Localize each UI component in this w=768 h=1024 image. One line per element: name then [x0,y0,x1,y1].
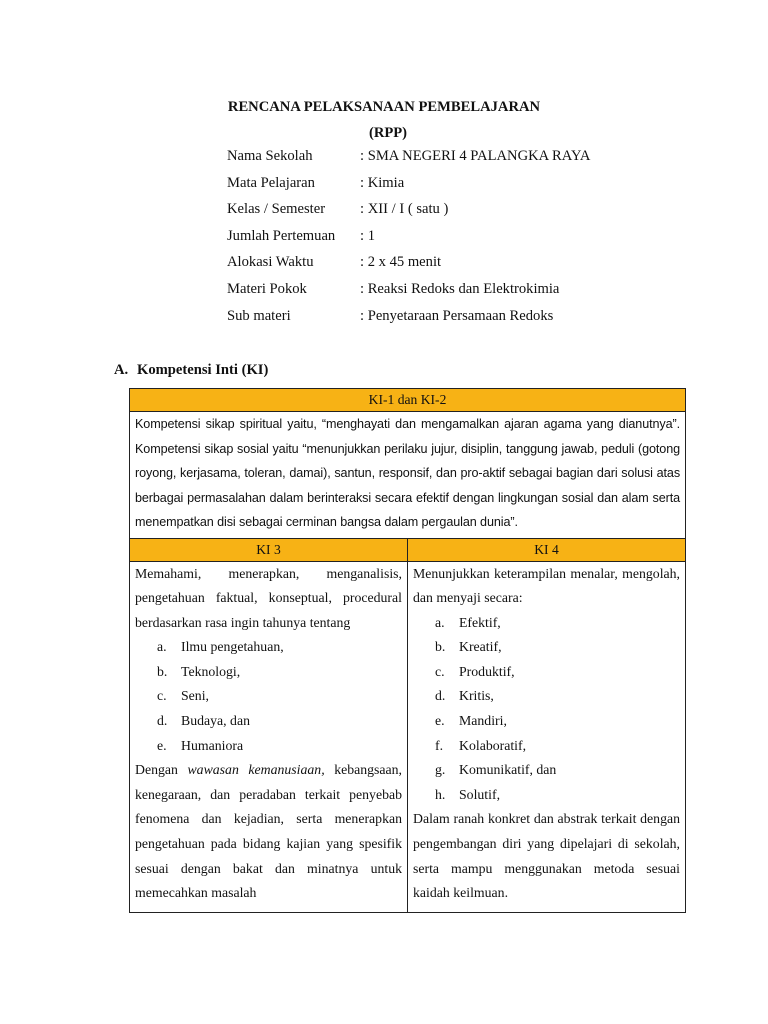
list-text: Mandiri, [459,713,507,729]
list-text: Seni, [181,688,209,704]
list-marker: e. [157,737,167,753]
document-title [0,94,768,146]
identity-key: Nama Sekolah [227,148,313,164]
identity-row [227,276,590,303]
identity-row [227,249,590,276]
identity-key: Jumlah Pertemuan [227,227,336,244]
identity-key: Kelas / Semester [227,201,326,218]
list-text: Solutif, [459,786,501,802]
list-item [157,660,402,685]
list-text: Efektif, [459,614,501,630]
identity-value: : Penyetaraan Persamaan Redoks [360,307,554,324]
list-item [435,611,680,636]
list-item [435,734,680,759]
identity-value: : 1 [360,227,375,244]
list-text: Teknologi, [181,663,241,679]
section-title: Kompetensi Inti (KI) [137,362,269,378]
list-item [435,709,680,734]
ki12-text: Kompetensi sikap spiritual yaitu, “menghayati dan mengamalkan ajaran agama yang dianutnya”. Kompetensi sikap sosial yaitu “menunjukkan perilaku jujur, disiplin, tanggung jawab, peduli (gotong royong, kerjasama, toleran, damai), santun, responsif, dan pro-aktif sebagai bagian dari solusi atas berbagai permasalahan dalam berinteraksi secara efektif dengan lingkungan sosial dan alam serta menempatkan disi sebagai cerminan bangsa dalam pergaulan dunia”. [135,417,681,529]
identity-key: Alokasi Waktu [227,254,314,271]
list-marker: h. [435,786,446,802]
list-text: Kolaboratif, [459,737,527,753]
identity-key: Mata Pelajaran [227,174,315,191]
identity-key: Sub materi [227,307,291,324]
ki3-outro-emphasis: wawasan kemanusiaan, [187,762,325,778]
list-item [435,783,680,808]
ki3-list [135,635,402,758]
identity-row [227,196,590,223]
title-main: RENCANA PELAKSANAAN PEMBELAJARAN [227,99,541,115]
list-marker: g. [435,762,446,778]
identity-value: : 2 x 45 menit [360,254,442,271]
list-text: Produktif, [459,663,515,679]
list-item [157,734,402,759]
list-marker: a. [435,614,445,630]
identity-row [227,223,590,250]
list-item [435,660,680,685]
list-item [435,635,680,660]
list-item [435,684,680,709]
identity-value: : XII / I ( satu ) [360,201,449,218]
list-item [157,635,402,660]
list-marker: f. [435,737,444,753]
section-heading [114,360,268,380]
list-marker: b. [157,663,168,679]
ki4-list [413,611,680,808]
list-item [435,758,680,783]
ki3-outro-rest: kebangsaan, kenegaraan, dan peradaban terkait penyebab fenomena dan kejadian, serta menerapkan pengetahuan pada bidang kajian yang spesifik sesuai dengan bakat dan minatnya untuk memecahkan masalah [135,762,402,901]
list-marker: c. [435,663,445,679]
identity-value: : Kimia [360,174,405,191]
list-text: Komunikatif, dan [459,762,557,778]
ki12-header: KI-1 dan KI-2 [130,389,686,412]
section-number: A. [114,362,129,378]
ki3-outro-lead: Dengan [135,762,188,778]
identity-table [227,143,590,329]
ki-table [129,388,686,913]
list-marker: d. [435,688,446,704]
identity-value: : Reaksi Redoks dan Elektrokimia [360,280,560,297]
list-text: Kreatif, [459,639,502,655]
identity-key: Materi Pokok [227,280,307,297]
ki3-header: KI 3 [130,538,408,561]
list-text: Ilmu pengetahuan, [181,639,284,655]
title-sub: (RPP) [368,125,408,141]
ki4-intro: Menunjukkan keterampilan menalar, mengolah, dan menyaji secara: [413,565,681,606]
ki3-intro: Memahami, menerapkan, menganalisis, pengetahuan faktual, konseptual, procedural berdasarkan rasa ingin tahunya tentang [135,565,402,630]
identity-value: : SMA NEGERI 4 PALANGKA RAYA [360,148,591,164]
list-item [157,684,402,709]
list-text: Budaya, dan [181,713,250,729]
ki4-outro: Dalam ranah konkret dan abstrak terkait dengan pengembangan diri yang dipelajari di sekolah, serta mampu menggunakan metoda sesuai kaidah keilmuan. [413,811,681,901]
list-text: Humaniora [181,737,244,753]
identity-row [227,170,590,197]
list-marker: b. [435,639,446,655]
list-marker: d. [157,713,168,729]
ki4-cell [408,561,686,912]
list-item [157,709,402,734]
identity-row [227,143,590,170]
list-marker: a. [157,639,167,655]
ki3-outro [135,758,402,906]
list-text: Kritis, [459,688,494,704]
ki3-cell [130,561,408,912]
list-marker: c. [157,688,167,704]
identity-row [227,303,590,330]
ki4-header: KI 4 [408,538,686,561]
list-marker: e. [435,713,445,729]
